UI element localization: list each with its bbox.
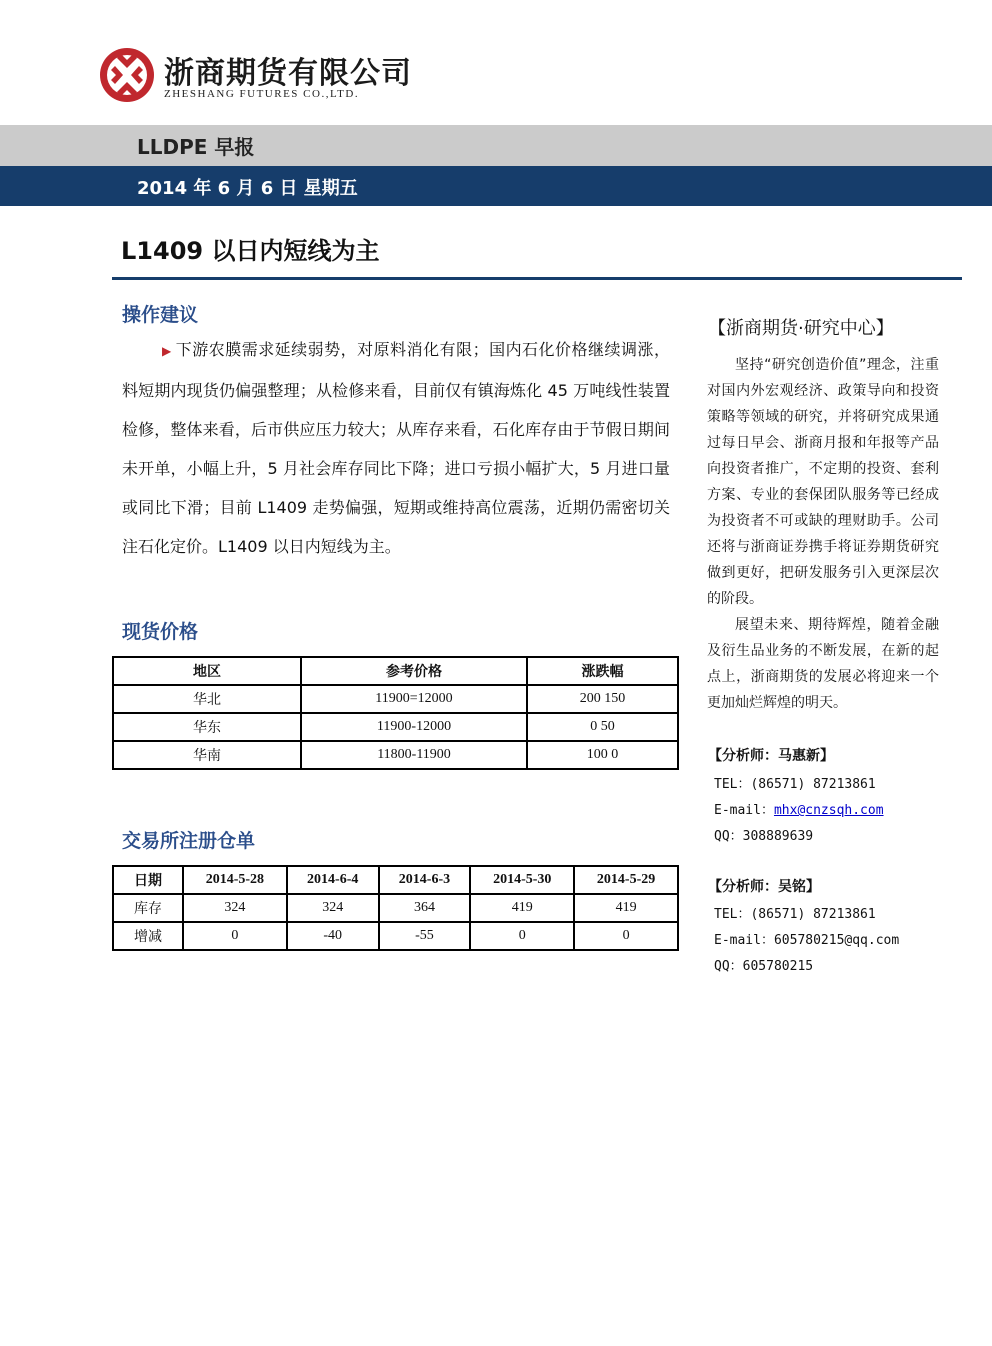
- bullet-arrow-icon: ▶: [162, 344, 172, 358]
- company-name-cn: 浙商期货有限公司: [164, 56, 412, 91]
- table-cell: 0 50: [527, 713, 678, 741]
- table-cell: 华南: [113, 741, 301, 769]
- email-label: E-mail：: [714, 933, 774, 948]
- table-cell: 华东: [113, 713, 301, 741]
- research-center-text: [707, 352, 939, 716]
- email-label: E-mail：: [714, 803, 774, 818]
- table-header-row: [113, 657, 678, 685]
- analyst-email-line: [714, 799, 884, 818]
- warehouse-heading: 交易所注册仓单: [122, 830, 256, 852]
- table-header-cell: 2014-5-28: [183, 866, 287, 894]
- table-row: [113, 685, 678, 713]
- advice-heading: 操作建议: [122, 304, 199, 326]
- table-header-cell: 日期: [113, 866, 183, 894]
- table-header-row: [113, 866, 678, 894]
- table-cell: 200 150: [527, 685, 678, 713]
- analyst-tel: TEL：(86571) 87213861: [714, 907, 876, 922]
- research-center-paragraph: 坚持“研究创造价值”理念，注重对国内外宏观经济、政策导向和投资策略等领域的研究，并将研究成果通过每日早会、浙商月报和年报等产品向投资者推广，不定期的投资、套利方案、专业的套保团队服务等已经成为投资者不可或缺的理财助手。公司还将与浙商证券携手将证券期货研究做到更好，把研发服务引入更深层次的阶段。: [707, 357, 939, 607]
- table-cell: 0: [574, 922, 678, 950]
- table-header-cell: 2014-5-30: [470, 866, 574, 894]
- table-cell: 419: [574, 894, 678, 922]
- table-cell: 库存: [113, 894, 183, 922]
- table-cell: 364: [379, 894, 471, 922]
- analyst-email-line: [714, 929, 899, 948]
- main-title: L1409 以日内短线为主: [121, 237, 380, 265]
- advice-text: 下游农膜需求延续弱势，对原料消化有限；国内石化价格继续调涨，料短期内现货仍偏强整理；从检修来看，目前仅有镇海炼化 45 万吨线性装置检修，整体来看，后市供应压力较大；从库存来看，石化库存由于节假日期间未开单，小幅上升，5 月社会库存同比下降；进口亏损小幅扩大，5 月进口量或同比下滑；目前 L1409 走势偏强，短期或维持高位震荡，近期仍需密切关注石化定价。L1409 以日内短线为主。: [122, 340, 670, 556]
- analyst-name: 【分析师：马惠新】: [708, 748, 834, 764]
- table-cell: -40: [287, 922, 379, 950]
- company-logo-icon: [97, 46, 157, 104]
- company-name-en: ZHESHANG FUTURES CO.,LTD.: [164, 88, 360, 100]
- table-header-cell: 2014-6-3: [379, 866, 471, 894]
- table-header-cell: 地区: [113, 657, 301, 685]
- report-name: LLDPE 早报: [137, 135, 255, 159]
- spot-price-table: [112, 656, 679, 770]
- analyst-tel: TEL：(86571) 87213861: [714, 777, 876, 792]
- research-center-title: 【浙商期货·研究中心】: [708, 318, 894, 339]
- title-divider: [112, 277, 962, 280]
- advice-paragraph: [122, 330, 670, 566]
- table-row: [113, 922, 678, 950]
- table-cell: 11900=12000: [301, 685, 527, 713]
- analyst-qq: QQ：605780215: [714, 959, 814, 974]
- warehouse-table: [112, 865, 679, 951]
- table-cell: 华北: [113, 685, 301, 713]
- table-cell: 11900-12000: [301, 713, 527, 741]
- analyst-email: 605780215@qq.com: [773, 933, 900, 948]
- table-cell: 419: [470, 894, 574, 922]
- table-cell: -55: [379, 922, 471, 950]
- table-cell: 增减: [113, 922, 183, 950]
- report-date: 2014 年 6 月 6 日 星期五: [137, 178, 358, 199]
- table-cell: 324: [287, 894, 379, 922]
- table-header-cell: 涨跌幅: [527, 657, 678, 685]
- table-header-cell: 2014-5-29: [574, 866, 678, 894]
- table-row: [113, 741, 678, 769]
- table-cell: 324: [183, 894, 287, 922]
- research-center-paragraph: 展望未来、期待辉煌，随着金融及衍生品业务的不断发展，在新的起点上，浙商期货的发展必将迎来一个更加灿烂辉煌的明天。: [707, 617, 939, 711]
- table-cell: 0: [470, 922, 574, 950]
- table-cell: 100 0: [527, 741, 678, 769]
- table-row: [113, 894, 678, 922]
- analyst-email-link[interactable]: mhx@cnzsqh.com: [773, 803, 884, 818]
- spot-price-heading: 现货价格: [122, 621, 199, 643]
- table-cell: 11800-11900: [301, 741, 527, 769]
- table-header-cell: 2014-6-4: [287, 866, 379, 894]
- table-cell: 0: [183, 922, 287, 950]
- analyst-name: 【分析师：吴铭】: [708, 879, 820, 895]
- analyst-qq: QQ：308889639: [714, 829, 814, 844]
- table-header-cell: 参考价格: [301, 657, 527, 685]
- table-row: [113, 713, 678, 741]
